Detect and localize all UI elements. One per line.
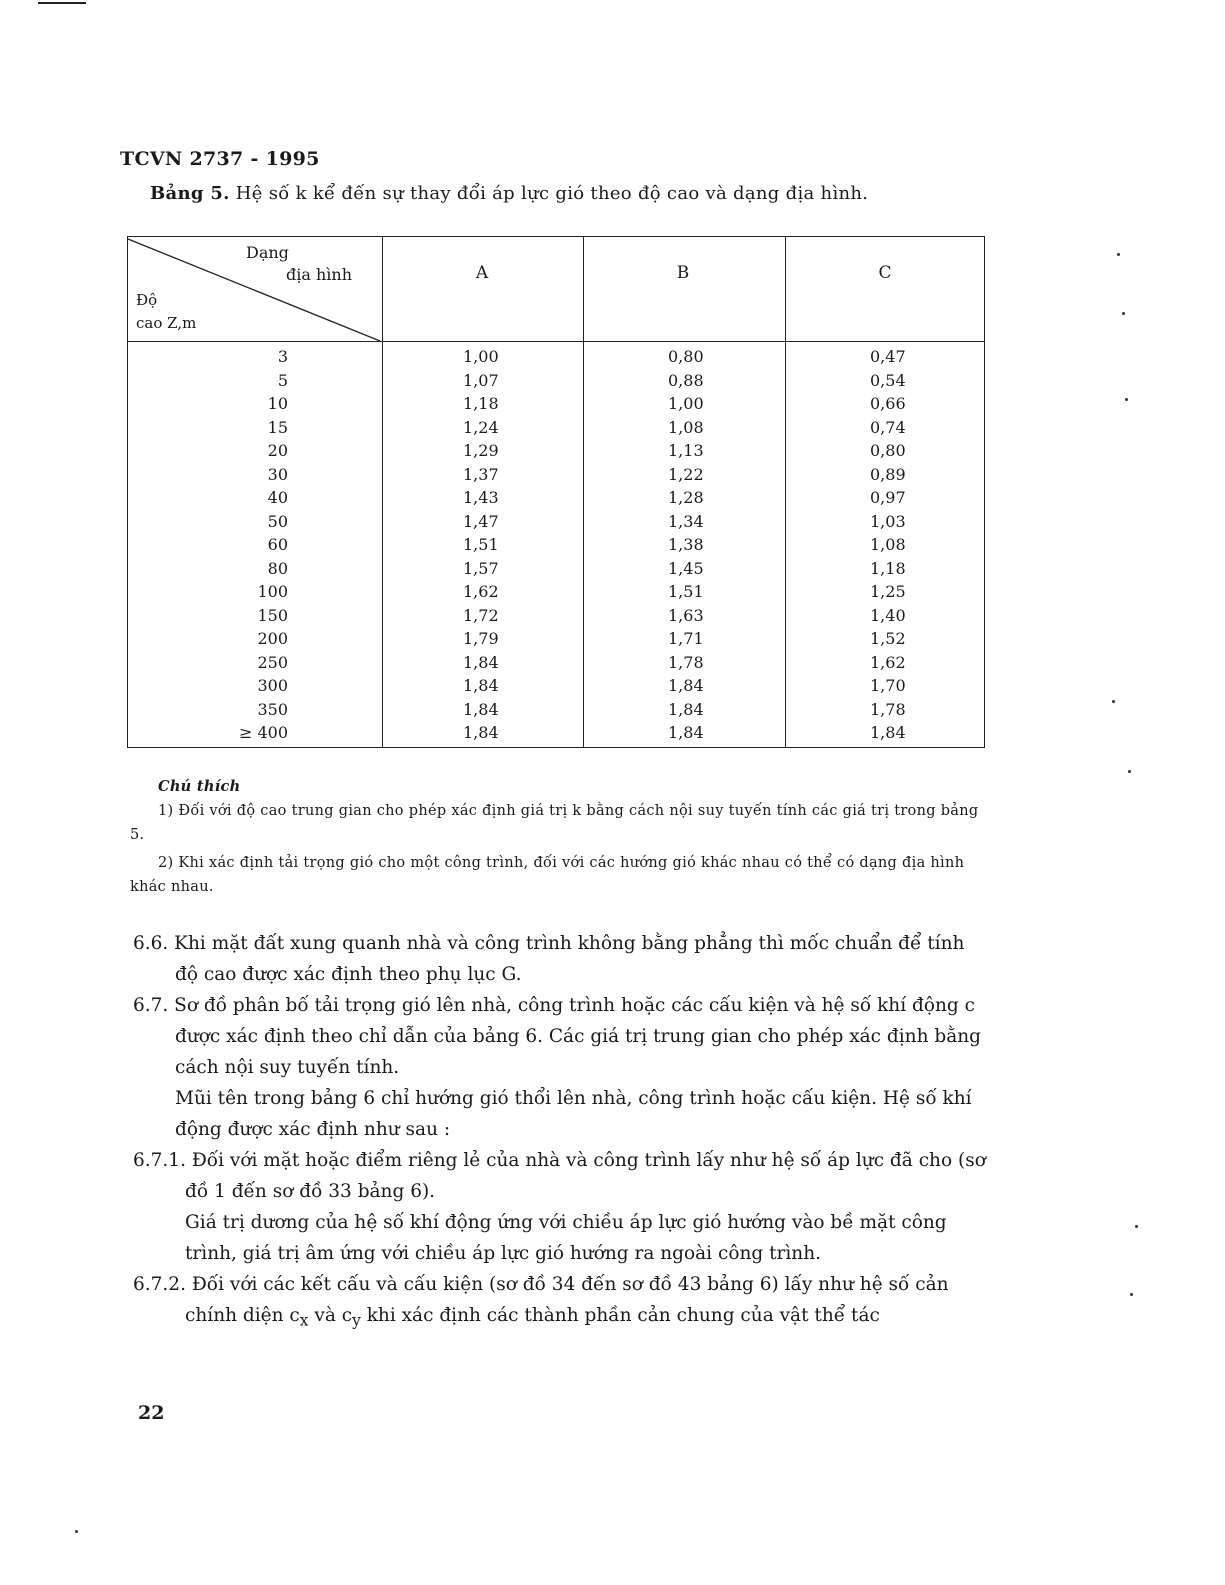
value-cell-b: 1,84	[668, 676, 704, 695]
value-cell-c: 1,84	[870, 723, 906, 742]
height-cell: ≥ 400	[238, 723, 288, 742]
height-cell: 250	[257, 652, 288, 672]
scan-speck	[1122, 312, 1125, 315]
value-cell-c: 1,03	[870, 511, 906, 531]
value-cell-c: 1,40	[870, 605, 906, 625]
value-cell-c: 0,97	[870, 488, 906, 507]
height-cell: 300	[257, 676, 288, 695]
column-header-a: A	[475, 263, 489, 283]
note-2: 2) Khi xác định tải trọng gió cho một công trình, đối với các hướng gió khác nhau có thể có dạng địa hình khác nhau.	[130, 855, 965, 895]
section-6-6: 6.6. Khi mặt đất xung quanh nhà và công trình không bằng phẳng thì mốc chuẩn để tính độ cao được xác định theo phụ lục G.	[133, 933, 965, 985]
column-header-b: B	[676, 263, 690, 283]
value-cell-c: 0,54	[870, 370, 906, 390]
body-text	[133, 928, 993, 1337]
section-6-7-2-text-3: khi xác định các thành phần cản chung của vật thể tác	[360, 1305, 880, 1326]
value-cell-b: 1,84	[668, 699, 704, 719]
value-cell-a: 1,62	[463, 582, 499, 601]
height-cell: 15	[267, 417, 288, 437]
scan-speck	[1117, 253, 1120, 256]
section-6-7-2-text-2: và c	[308, 1305, 353, 1326]
height-column	[228, 345, 288, 745]
coefficient-table	[127, 236, 985, 748]
value-cell-b: 1,34	[668, 511, 704, 531]
value-cell-a: 1,72	[463, 605, 499, 625]
scan-speck	[1125, 398, 1128, 401]
terrain-b-column	[668, 345, 728, 745]
scan-speck	[1130, 1293, 1133, 1296]
value-cell-c: 0,80	[870, 441, 906, 460]
table-title-label: Bảng 5.	[150, 183, 230, 204]
scan-speck	[75, 1530, 78, 1533]
standard-code: TCVN 2737 - 1995	[120, 148, 320, 170]
value-cell-b: 1,00	[668, 394, 704, 413]
value-cell-a: 1,84	[463, 699, 499, 719]
value-cell-c: 1,70	[870, 676, 906, 695]
value-cell-c: 1,62	[870, 652, 906, 672]
value-cell-b: 1,22	[668, 464, 704, 484]
subscript-x: x	[299, 1311, 309, 1330]
value-cell-b: 1,63	[668, 605, 704, 625]
height-cell: 3	[277, 347, 288, 366]
value-cell-b: 1,78	[668, 652, 704, 672]
height-cell: 350	[257, 699, 288, 719]
section-6-7-2	[133, 1269, 993, 1337]
section-6-7-1: 6.7.1. Đối với mặt hoặc điểm riêng lẻ của nhà và công trình lấy như hệ số áp lực đã cho (sơ đồ 1 đến sơ đồ 33 bảng 6).	[133, 1150, 986, 1202]
notes-title: Chú thích	[158, 778, 241, 795]
value-cell-b: 1,13	[668, 441, 704, 460]
value-cell-b: 1,51	[668, 582, 704, 601]
value-cell-a: 1,43	[463, 488, 499, 507]
value-cell-b: 1,38	[668, 535, 704, 554]
column-divider	[785, 237, 786, 747]
terrain-a-column	[463, 345, 523, 745]
height-cell: 100	[257, 582, 288, 601]
value-cell-a: 1,07	[463, 370, 499, 390]
value-cell-a: 1,29	[463, 441, 499, 460]
value-cell-c: 1,78	[870, 699, 906, 719]
value-cell-a: 1,00	[463, 347, 499, 366]
table-title-text: Hệ số k kể đến sự thay đổi áp lực gió theo độ cao và dạng địa hình.	[235, 183, 869, 204]
height-cell: 150	[257, 605, 288, 625]
column-divider	[382, 237, 383, 747]
value-cell-c: 0,66	[870, 394, 906, 413]
section-6-7-1-continued: Giá trị dương của hệ số khí động ứng với chiều áp lực gió hướng vào bề mặt công trình, giá trị âm ứng với chiều áp lực gió hướng ra ngoài công trình.	[185, 1212, 947, 1264]
value-cell-b: 1,08	[668, 417, 704, 437]
value-cell-c: 1,25	[870, 582, 906, 601]
value-cell-a: 1,47	[463, 511, 499, 531]
value-cell-c: 1,08	[870, 535, 906, 554]
scan-speck	[1128, 770, 1131, 773]
table-title	[150, 183, 868, 204]
table-notes	[130, 775, 990, 899]
corner-header-height-1: Độ	[136, 291, 158, 309]
page-number: 22	[138, 1402, 165, 1424]
height-cell: 50	[267, 511, 288, 531]
corner-header-terrain-2: địa hình	[286, 265, 353, 284]
section-6-7: 6.7. Sơ đồ phân bố tải trọng gió lên nhà, công trình hoặc các cấu kiện và hệ số khí động c được xác định theo chỉ dẫn của bảng 6. Các giá trị trung gian cho phép xác định bằng cách nội suy tuyến tính.	[133, 995, 982, 1078]
value-cell-b: 0,80	[668, 347, 704, 366]
height-cell: 80	[267, 558, 288, 578]
value-cell-b: 1,28	[668, 488, 704, 507]
value-cell-a: 1,37	[463, 464, 499, 484]
value-cell-a: 1,84	[463, 652, 499, 672]
value-cell-c: 1,18	[870, 558, 906, 578]
height-cell: 20	[267, 441, 288, 460]
value-cell-a: 1,84	[463, 723, 499, 742]
header-divider	[128, 341, 984, 342]
subscript-y: y	[352, 1311, 361, 1330]
scan-edge-mark	[38, 2, 86, 4]
scan-speck	[1112, 700, 1115, 703]
value-cell-c: 1,52	[870, 629, 906, 648]
height-cell: 40	[267, 488, 288, 507]
scan-speck	[1135, 1225, 1138, 1228]
corner-header-height-2: cao Z,m	[136, 314, 197, 332]
column-divider	[583, 237, 584, 747]
value-cell-a: 1,51	[463, 535, 499, 554]
height-cell: 10	[267, 394, 288, 413]
corner-header-terrain-1: Dạng	[246, 243, 289, 262]
section-6-7-continued: Mũi tên trong bảng 6 chỉ hướng gió thổi lên nhà, công trình hoặc cấu kiện. Hệ số khí động được xác định như sau :	[175, 1088, 972, 1140]
column-header-c: C	[878, 263, 892, 283]
section-6-7-2-text-1: 6.7.2. Đối với các kết cấu và cấu kiện (sơ đồ 34 đến sơ đồ 43 bảng 6) lấy như hệ số cản chính diện c	[133, 1274, 949, 1326]
value-cell-b: 1,45	[668, 558, 704, 578]
height-cell: 30	[267, 464, 288, 484]
note-1: 1) Đối với độ cao trung gian cho phép xác định giá trị k bằng cách nội suy tuyến tính các giá trị trong bảng 5.	[130, 803, 979, 843]
value-cell-a: 1,84	[463, 676, 499, 695]
value-cell-a: 1,57	[463, 558, 499, 578]
value-cell-b: 1,84	[668, 723, 704, 742]
terrain-c-column	[870, 345, 930, 745]
value-cell-a: 1,24	[463, 417, 499, 437]
height-cell: 200	[257, 629, 288, 648]
value-cell-c: 0,74	[870, 417, 906, 437]
value-cell-c: 0,89	[870, 464, 906, 484]
value-cell-c: 0,47	[870, 347, 906, 366]
value-cell-a: 1,18	[463, 394, 499, 413]
height-cell: 5	[277, 370, 288, 390]
height-cell: 60	[267, 535, 288, 554]
value-cell-a: 1,79	[463, 629, 499, 648]
value-cell-b: 1,71	[668, 629, 704, 648]
value-cell-b: 0,88	[668, 370, 704, 390]
